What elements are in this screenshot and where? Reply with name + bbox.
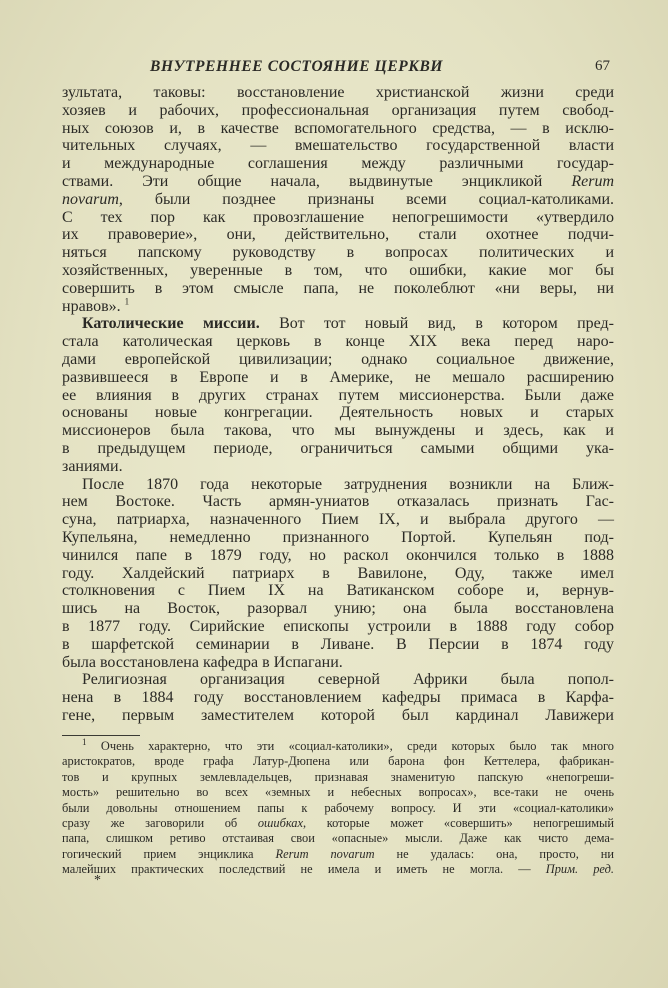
text-line [62, 422, 614, 440]
text-line [62, 315, 614, 333]
text-line [62, 636, 614, 654]
text-line [62, 493, 614, 511]
text-segment: нем Востоке. Часть армян-униатов отказалась признать Гас- [62, 493, 614, 511]
text-segment: Вот тот новый вид, в котором пред- [259, 315, 615, 333]
text-line [62, 333, 614, 351]
text-line [62, 120, 614, 138]
text-line [62, 707, 614, 725]
text-segment: Rerum [571, 172, 614, 190]
text-line [62, 209, 614, 227]
text-line [62, 529, 614, 547]
page-number: 67 [595, 58, 610, 74]
text-segment: ных союзов и, в качестве вспомогательного средства, — в исклю- [62, 119, 614, 137]
text-line [62, 671, 614, 689]
text-line [62, 244, 614, 262]
text-segment: нравов». [62, 297, 125, 315]
text-line [62, 600, 614, 618]
text-line [62, 387, 614, 405]
footnote-marker: 1 [124, 296, 130, 307]
text-segment: дами европейской цивилизации; однако социальное движение, [62, 350, 614, 368]
text-line [62, 84, 614, 102]
text-segment: году. Халдейский патриарх в Вавилоне, Оду, также имел [62, 564, 614, 582]
footnote-line [62, 785, 614, 800]
text-segment: После 1870 года некоторые затруднения возникли на Ближ- [82, 475, 614, 493]
footnote-line [62, 770, 614, 785]
text-segment: novarum [62, 190, 119, 208]
text-segment: сразу же заговорили об [62, 815, 258, 830]
text-segment: чинился папе в 1879 году, но раскол окончился только в 1888 [62, 546, 614, 564]
text-line [62, 102, 614, 120]
text-line [62, 689, 614, 707]
text-segment: папа, слишком ретиво отстаивая свои «опасные» мысли. Даже как чисто дема- [62, 831, 614, 846]
text-line [62, 404, 614, 422]
text-segment: миссионеров была такова, что мы вынуждены и здесь, как и [62, 422, 614, 440]
text-segment: хозяев и рабочих, профессиональная организация путем свобод- [62, 101, 614, 119]
text-segment: и международные соглашения между различными государ- [62, 155, 614, 173]
footnote-line [62, 754, 614, 769]
text-line [62, 582, 614, 600]
text-segment: аристократов, вроде графа Латур-Дюпена или барона фон Кеттелера, фабрикан- [62, 754, 614, 769]
text-line [62, 262, 614, 280]
text-line [62, 351, 614, 369]
footnote-divider [62, 735, 140, 736]
text-line [62, 565, 614, 583]
text-line [62, 458, 614, 476]
text-segment: Религиозная организация северной Африки была попол- [82, 671, 614, 689]
text-segment: стала католическая церковь в конце XIX века перед наро- [62, 333, 614, 351]
text-segment: ошибках [257, 815, 304, 830]
text-segment: не удалась: она, просто, ни [374, 846, 615, 861]
text-line [62, 173, 614, 191]
text-segment: тов и крупных землевладельцев, признавая знаменитую папскую «непогреши- [62, 769, 614, 784]
footnote-marker: 1 [82, 736, 87, 747]
text-segment: в 1877 году. Сирийские епископы устроили в 1888 году собор [62, 617, 614, 635]
text-segment: С тех пор как провозглашение непогрешимости «утвердило [62, 208, 614, 226]
text-segment: была восстановлена кафедра в Испагани. [62, 653, 343, 671]
text-segment: совершить в этом смысле папа, не поколеблют «ни веры, ни [62, 279, 614, 297]
text-segment: их правоверие», они, действительно, стали охотнее подчи- [62, 226, 614, 244]
text-line [62, 191, 614, 209]
text-segment: Очень характерно, что эти «социал-католики», среди которых было так много [86, 739, 614, 753]
text-segment: , были позднее признаны всеми социал-католиками. [118, 190, 614, 208]
text-segment: няться папскому руководству в вопросах политических и [62, 244, 614, 262]
text-segment: хозяйственных, уверенные в том, что ошибки, какие мог бы [62, 261, 614, 279]
footnote-line [62, 847, 614, 862]
text-segment: нена в 1884 году восстановлением кафедры примаса в Карфа- [62, 689, 614, 707]
text-segment: гогический прием энциклика [62, 846, 276, 861]
text-segment: , которые может «совершить» непогрешимый [303, 815, 614, 830]
text-line [62, 618, 614, 636]
text-segment: ствами. Эти общие начала, выдвинутые энцикликой [62, 172, 572, 190]
text-segment: Прим. ред. [545, 862, 614, 877]
text-line [62, 280, 614, 298]
footnote-line [62, 862, 614, 877]
text-segment: Rerum novarum [275, 846, 375, 861]
text-segment: Купельяна, немедленно признанного Портой. Купельян под- [62, 528, 614, 546]
text-segment: ее влияния в других странах путем миссионерства. Были даже [62, 386, 614, 404]
body-text [62, 84, 614, 725]
text-line [62, 511, 614, 529]
text-segment: основаны новые конгрегации. Деятельность новых и старых [62, 404, 614, 422]
text-segment: развившееся в Европе и в Америке, не мешало расширению [62, 368, 614, 386]
text-segment: чительных случаях, — вмешательство государственной власти [62, 137, 614, 155]
text-segment: мость» решительно во всех «земных и небесных вопросах», все-таки не очень [62, 785, 614, 800]
text-line [62, 654, 614, 672]
text-segment: в шарфетской семинарии в Ливане. В Персии в 1874 году [62, 635, 614, 653]
text-segment: в предыдущем периоде, ограничиться самыми общими ука- [62, 439, 614, 457]
text-line [62, 369, 614, 387]
text-segment: суна, патриарха, назначенного Пием IX, и выбрала другого — [62, 511, 614, 529]
text-line [62, 137, 614, 155]
footnote-line [62, 736, 614, 754]
footnote-line [62, 801, 614, 816]
text-segment: малейших практических последствий не имела и иметь не могла. — [62, 862, 546, 877]
footnote-line [62, 831, 614, 846]
text-line [62, 226, 614, 244]
text-line [62, 440, 614, 458]
text-line [62, 547, 614, 565]
text-segment: столкновения с Пием IX на Ватиканском соборе и, вернув- [62, 582, 614, 600]
text-segment: заниями. [62, 457, 123, 475]
footnote-line [62, 816, 614, 831]
running-title: ВНУТРЕННЕЕ СОСТОЯНИЕ ЦЕРКВИ [150, 58, 444, 75]
text-segment: были довольны отношением папы к рабочему вопросу. И эти «социал-католики» [62, 800, 614, 815]
section-heading: Католические миссии. [82, 315, 260, 333]
text-segment: зультата, таковы: восстановление христианской жизни среди [62, 84, 614, 101]
text-line [62, 298, 614, 316]
footnote [62, 736, 615, 878]
text-line [62, 155, 614, 173]
text-segment: шись на Восток, разорвал унию; она была восстановлена [62, 600, 614, 618]
page-header [62, 58, 614, 78]
text-segment: гене, первым заместителем которой был кардинал Лавижери [62, 706, 614, 724]
ornament-mark: * [94, 873, 101, 888]
text-line [62, 476, 614, 494]
